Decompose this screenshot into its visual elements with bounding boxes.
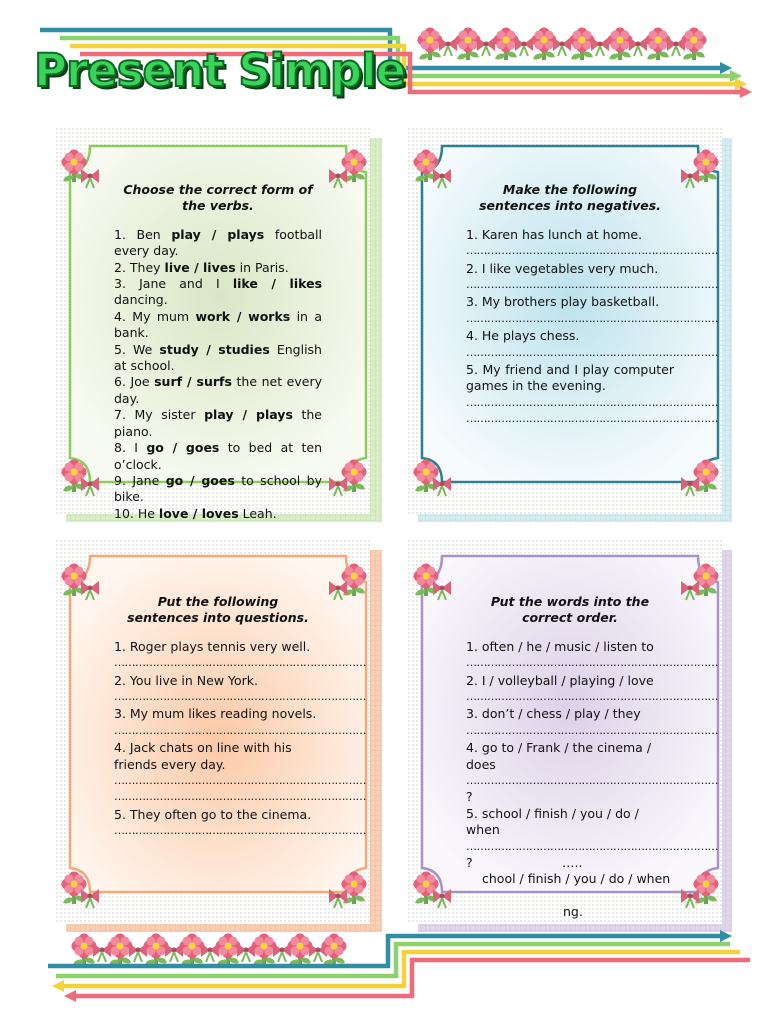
answer-line[interactable]: ……………………………………………………………… [466,723,718,737]
card-1-item-6 [114,374,322,407]
answer-line[interactable]: ……………………………………………………………… [466,311,718,325]
card-3-item-2: 2. You live in New York. [114,672,259,688]
card-1-item-2 [114,260,322,276]
answer-line[interactable]: ……………………………………………………………… [114,690,366,704]
card-1-items [114,227,322,522]
verb-choice[interactable]: live / lives [164,259,236,275]
card-4-item-3: 3. don’t / chess / play / they [466,706,641,722]
card-3-content [114,594,366,840]
card-1-item-4 [114,309,322,342]
item-text: football every day. [114,226,322,259]
card-1-heading: Choose the correct form of the verbs. [123,182,313,214]
item-text: in Paris. [235,259,289,275]
item-text: 2. They [114,259,165,275]
card-4-item-1: 1. often / he / music / listen to [466,638,654,654]
card-2-item-2: 2. I like vegetables very much. [466,260,659,276]
stray-end: ng. [563,904,583,919]
card-3-item-3: 3. My mum likes reading novels. [114,706,317,722]
item-text: Leah. [238,505,277,521]
card-1-item-5 [114,342,322,375]
card-2-items [466,226,718,428]
item-text: the piano. [114,407,322,439]
verb-choice[interactable]: surf / surfs [154,374,232,390]
item-text: English at school. [114,341,322,374]
answer-line[interactable]: ……………………………………………………………… [466,690,718,704]
card-4-items [466,638,718,872]
answer-line[interactable]: ……………………………………………………………… [114,824,366,838]
card-1-item-7 [114,407,322,440]
verb-choice[interactable]: study / studies [159,341,270,357]
item-text: 5. We [114,341,160,357]
card-1-item-3 [114,276,322,309]
card-2-item-3: 3. My brothers play basketball. [466,294,660,310]
answer-line[interactable]: ……………………………………………………………… [114,656,366,670]
verb-choice[interactable]: go / goes [165,472,235,488]
item-text: 4. My mum [114,308,196,324]
card-4-item-4: 4. go to / Frank / the cinema / does [466,740,652,772]
verb-choice[interactable]: love / loves [158,505,239,521]
answer-line[interactable]: ……………………………………………………………… [114,790,366,804]
item-text: 3. Jane and I [114,276,233,292]
card-3-item-4: 4. Jack chats on line with his friends every day. [114,740,292,772]
card-1-item-8 [114,440,322,473]
card-4-item-2: 2. I / volleyball / playing / love [466,672,654,688]
answer-line[interactable]: ……………………………………………………………… [466,345,718,359]
card-2-item-5: 5. My friend and I play computer games in the evening. [466,362,674,394]
item-text: 8. I [114,440,147,456]
question-mark: ? [466,789,473,805]
item-text: 7. My sister [114,407,205,423]
footer-flower-row [72,934,347,967]
answer-line[interactable]: ……………………………………………………………… [114,774,366,788]
card-3-item-5: 5. They often go to the cinema. [114,806,312,822]
card-3-items [114,638,366,840]
page-title: Present Simple [34,44,406,97]
item-text: to bed at ten o’clock. [114,440,322,472]
item-text: 1. Ben [114,226,172,242]
card-2-content [466,182,718,428]
card-1-content [114,182,322,522]
item-text: in a bank. [114,308,322,341]
card-2-item-4: 4. He plays chess. [466,328,580,344]
item-text: to school by bike. [114,472,322,505]
answer-line[interactable]: ……………………………………………………………… [466,395,718,409]
stray-dots: ….. [562,855,583,870]
answer-line[interactable]: ……………………………………………………………… [114,723,366,737]
item-text: the net every day. [114,374,322,406]
answer-line[interactable]: ……………………………………………………………… [466,278,718,292]
answer-line[interactable]: ……………………………………………………………… [466,839,718,853]
item-text: 9. Jane [114,472,166,488]
answer-line[interactable]: ……………………………………………………………… [466,412,718,426]
verb-choice[interactable]: work / works [195,308,291,324]
verb-choice[interactable]: play / plays [171,226,265,242]
answer-line[interactable]: ……………………………………………………………… [466,244,718,258]
card-4-content [466,594,718,872]
question-mark: ? [466,855,473,871]
card-2-heading: Make the following sentences into negatives. [479,182,661,214]
card-2-item-1: 1. Karen has lunch at home. [466,226,643,242]
item-text: dancing. [114,292,168,308]
card-4-item-5: 5. school / finish / you / do / when [466,805,639,838]
card-1-item-1 [114,227,322,260]
verb-choice[interactable]: like / likes [232,276,323,292]
verb-choice[interactable]: play / plays [204,407,293,423]
answer-line[interactable]: ……………………………………………………………… [466,656,718,670]
card-3-item-1: 1. Roger plays tennis very well. [114,638,311,654]
card-1-item-10 [114,506,322,522]
stray-line: chool / finish / you / do / when [482,871,671,886]
card-1-item-9 [114,473,322,506]
item-text: 6. Joe [114,374,155,390]
card-3-heading: Put the following sentences into questions. [127,594,309,626]
item-text: 10. He [114,505,159,521]
header-flower-row [418,28,707,61]
answer-line[interactable]: ……………………………………………………………… [466,774,718,788]
card-4-heading: Put the words into the correct order. [490,594,650,626]
verb-choice[interactable]: go / goes [146,440,220,456]
